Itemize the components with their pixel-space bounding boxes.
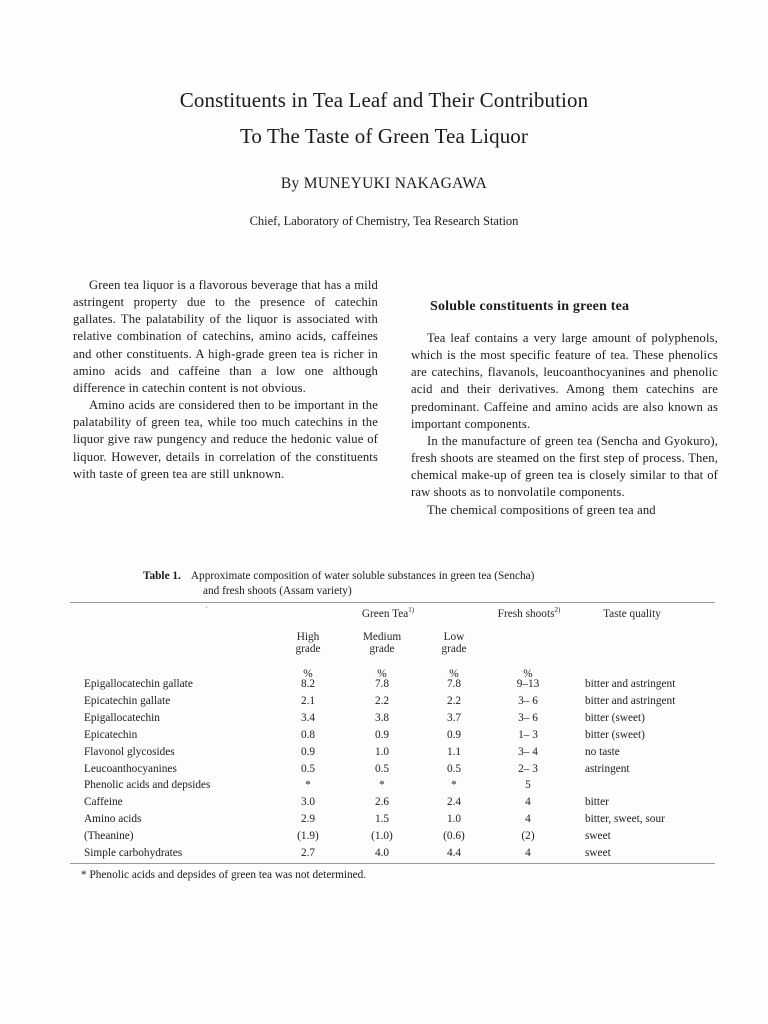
header-low-grade — [424, 632, 484, 655]
cell-medium-grade: 4.0 — [374, 847, 390, 859]
cell-taste-quality: bitter and astringent — [585, 678, 676, 690]
header-fresh-shoots-label: Fresh shoots — [497, 608, 555, 620]
paragraph-intro: Green tea liquor is a flavorous beverage that has a mild astringent property due to the presence of catechin gallates. The palatability of the liquor is associated with relative combination of catechins, amino acids, caffeines and other constituents. A high-grade green tea is richer in amino acids and caffeine than a low one although difference in catechin content is not obvious. — [73, 278, 378, 395]
header-green-tea-label: Green Tea — [361, 608, 409, 620]
author-byline: By MUNEYUKI NAKAGAWA — [280, 175, 488, 192]
cell-constituent: Flavonol glycosides — [84, 745, 175, 758]
cell-high-grade: 2.1 — [300, 694, 316, 707]
cell-high-grade: 3.0 — [300, 796, 316, 809]
cell-taste-quality: bitter and astringent — [585, 694, 676, 707]
table-caption-line-1: Approximate composition of water soluble substances in green tea (Sencha) — [190, 570, 535, 582]
cell-low-grade: 7.8 — [446, 678, 462, 690]
header-high-grade — [278, 632, 338, 655]
cell-taste-quality: no taste — [585, 745, 620, 758]
header-medium-line-1: Medium — [362, 631, 402, 643]
cell-medium-grade: 1.5 — [374, 813, 390, 826]
header-low-line-2: grade — [441, 642, 467, 655]
cell-fresh-shoots: 3– 6 — [518, 694, 538, 707]
cell-high-grade: 3.4 — [300, 711, 316, 724]
cell-low-grade: (0.6) — [443, 830, 465, 843]
cell-medium-grade: 7.8 — [374, 678, 390, 690]
cell-constituent: Simple carbohydrates — [84, 847, 183, 859]
cell-low-grade: 1.0 — [446, 813, 462, 826]
header-fresh-shoots-note: 2) — [554, 606, 561, 615]
cell-fresh-shoots: 1– 3 — [518, 728, 538, 741]
cell-medium-grade: * — [379, 779, 385, 792]
cell-constituent: Epigallocatechin gallate — [84, 678, 193, 690]
table-bottom-rule — [70, 863, 715, 864]
cell-fresh-shoots: 4 — [525, 847, 531, 859]
cell-constituent: (Theanine) — [84, 830, 134, 843]
cell-high-grade: 0.5 — [300, 762, 316, 775]
cell-taste-quality: sweet — [585, 847, 611, 859]
table-tick-mark: ` — [205, 605, 208, 615]
paragraph-polyphenols: Tea leaf contains a very large amount of polyphenols, which is the most specific feature of tea. These phenolics are catechins, flavanols, leucoanthocyanines and phenolic acid and their derivatives. Among them catechins are predominant. Caffeine and amino acids are also known as important components. — [411, 331, 718, 431]
unit-fresh: % — [523, 668, 533, 680]
cell-low-grade: 3.7 — [446, 711, 462, 724]
cell-fresh-shoots: 4 — [525, 813, 531, 826]
cell-fresh-shoots: 2– 3 — [518, 762, 538, 775]
cell-medium-grade: (1.0) — [371, 830, 393, 843]
header-taste-quality: Taste quality — [603, 608, 661, 620]
table-label: Table 1. — [143, 570, 181, 582]
paragraph-manufacture: In the manufacture of green tea (Sencha and Gyokuro), fresh shoots are steamed on the first step of process. Then, chemical make-up of green tea is closely similar to that of raw shoots as to nonvolatile components. — [411, 433, 718, 500]
paper-title-line-2: To The Taste of Green Tea Liquor — [239, 124, 529, 148]
cell-low-grade: 4.4 — [446, 847, 462, 859]
cell-constituent: Epicatechin — [84, 728, 138, 741]
paragraph-compositions: The chemical compositions of green tea and — [427, 502, 656, 517]
paper-title-line-1: Constituents in Tea Leaf and Their Contribution — [179, 88, 589, 112]
cell-low-grade: 2.4 — [446, 796, 462, 809]
cell-high-grade: 2.9 — [300, 813, 316, 826]
section-heading: Soluble constituents in green tea — [430, 299, 630, 314]
cell-low-grade: 1.1 — [446, 745, 462, 758]
header-high-line-2: grade — [295, 642, 321, 655]
cell-low-grade: 0.5 — [446, 762, 462, 775]
cell-medium-grade: 0.9 — [374, 728, 390, 741]
cell-taste-quality: sweet — [585, 830, 611, 843]
header-fresh-shoots — [474, 606, 584, 621]
header-green-tea — [338, 606, 438, 621]
header-medium-grade — [352, 632, 412, 655]
cell-high-grade: * — [305, 779, 311, 792]
unit-high: % — [303, 668, 313, 680]
cell-constituent: Leucoanthocyanines — [84, 762, 177, 775]
cell-fresh-shoots: 5 — [525, 779, 531, 792]
paragraph-amino-acids: Amino acids are considered then to be important in the palatability of green tea, while too much catechins in the liquor give raw pungency and reduce the hedonic value of liquor. However, details in correlation of the constituents with taste of green tea are still unknown. — [73, 398, 378, 481]
cell-taste-quality: bitter — [585, 796, 609, 809]
cell-taste-quality: bitter (sweet) — [585, 728, 645, 741]
cell-fresh-shoots: 4 — [525, 796, 531, 809]
table-top-rule — [70, 602, 715, 603]
table-caption-line-2: and fresh shoots (Assam variety) — [203, 584, 352, 597]
cell-medium-grade: 3.8 — [374, 711, 390, 724]
header-low-line-1: Low — [443, 631, 465, 643]
cell-constituent: Epicatechin gallate — [84, 694, 171, 707]
cell-medium-grade: 1.0 — [374, 745, 390, 758]
cell-constituent: Epigallocatechin — [84, 711, 160, 724]
right-column — [411, 330, 718, 519]
cell-high-grade: 2.7 — [300, 847, 316, 859]
cell-fresh-shoots: 3– 4 — [518, 745, 538, 758]
cell-medium-grade: 2.6 — [374, 796, 390, 809]
header-medium-line-2: grade — [369, 642, 395, 655]
cell-constituent: Amino acids — [84, 813, 142, 826]
cell-fresh-shoots: 9–13 — [516, 678, 540, 690]
cell-taste-quality: astringent — [585, 762, 630, 775]
cell-low-grade: 2.2 — [446, 694, 462, 707]
cell-medium-grade: 0.5 — [374, 762, 390, 775]
cell-high-grade: (1.9) — [297, 830, 319, 843]
unit-low: % — [449, 668, 459, 680]
cell-medium-grade: 2.2 — [374, 694, 390, 707]
cell-taste-quality: bitter (sweet) — [585, 711, 645, 724]
unit-medium: % — [377, 668, 387, 680]
cell-constituent: Phenolic acids and depsides — [84, 779, 211, 792]
cell-fresh-shoots: (2) — [521, 830, 535, 843]
header-green-tea-note: 1) — [408, 606, 415, 615]
left-column — [73, 277, 378, 483]
header-high-line-1: High — [296, 631, 320, 643]
table-footnote: * Phenolic acids and depsides of green tea was not determined. — [81, 869, 367, 881]
cell-taste-quality: bitter, sweet, sour — [585, 813, 665, 826]
cell-constituent: Caffeine — [84, 796, 123, 809]
cell-high-grade: 0.8 — [300, 728, 316, 741]
cell-low-grade: 0.9 — [446, 728, 462, 741]
author-affiliation: Chief, Laboratory of Chemistry, Tea Research Station — [249, 214, 519, 228]
cell-low-grade: * — [451, 779, 457, 792]
cell-fresh-shoots: 3– 6 — [518, 711, 538, 724]
cell-high-grade: 0.9 — [300, 745, 316, 758]
table-caption — [143, 569, 703, 598]
cell-high-grade: 8.2 — [300, 678, 316, 690]
